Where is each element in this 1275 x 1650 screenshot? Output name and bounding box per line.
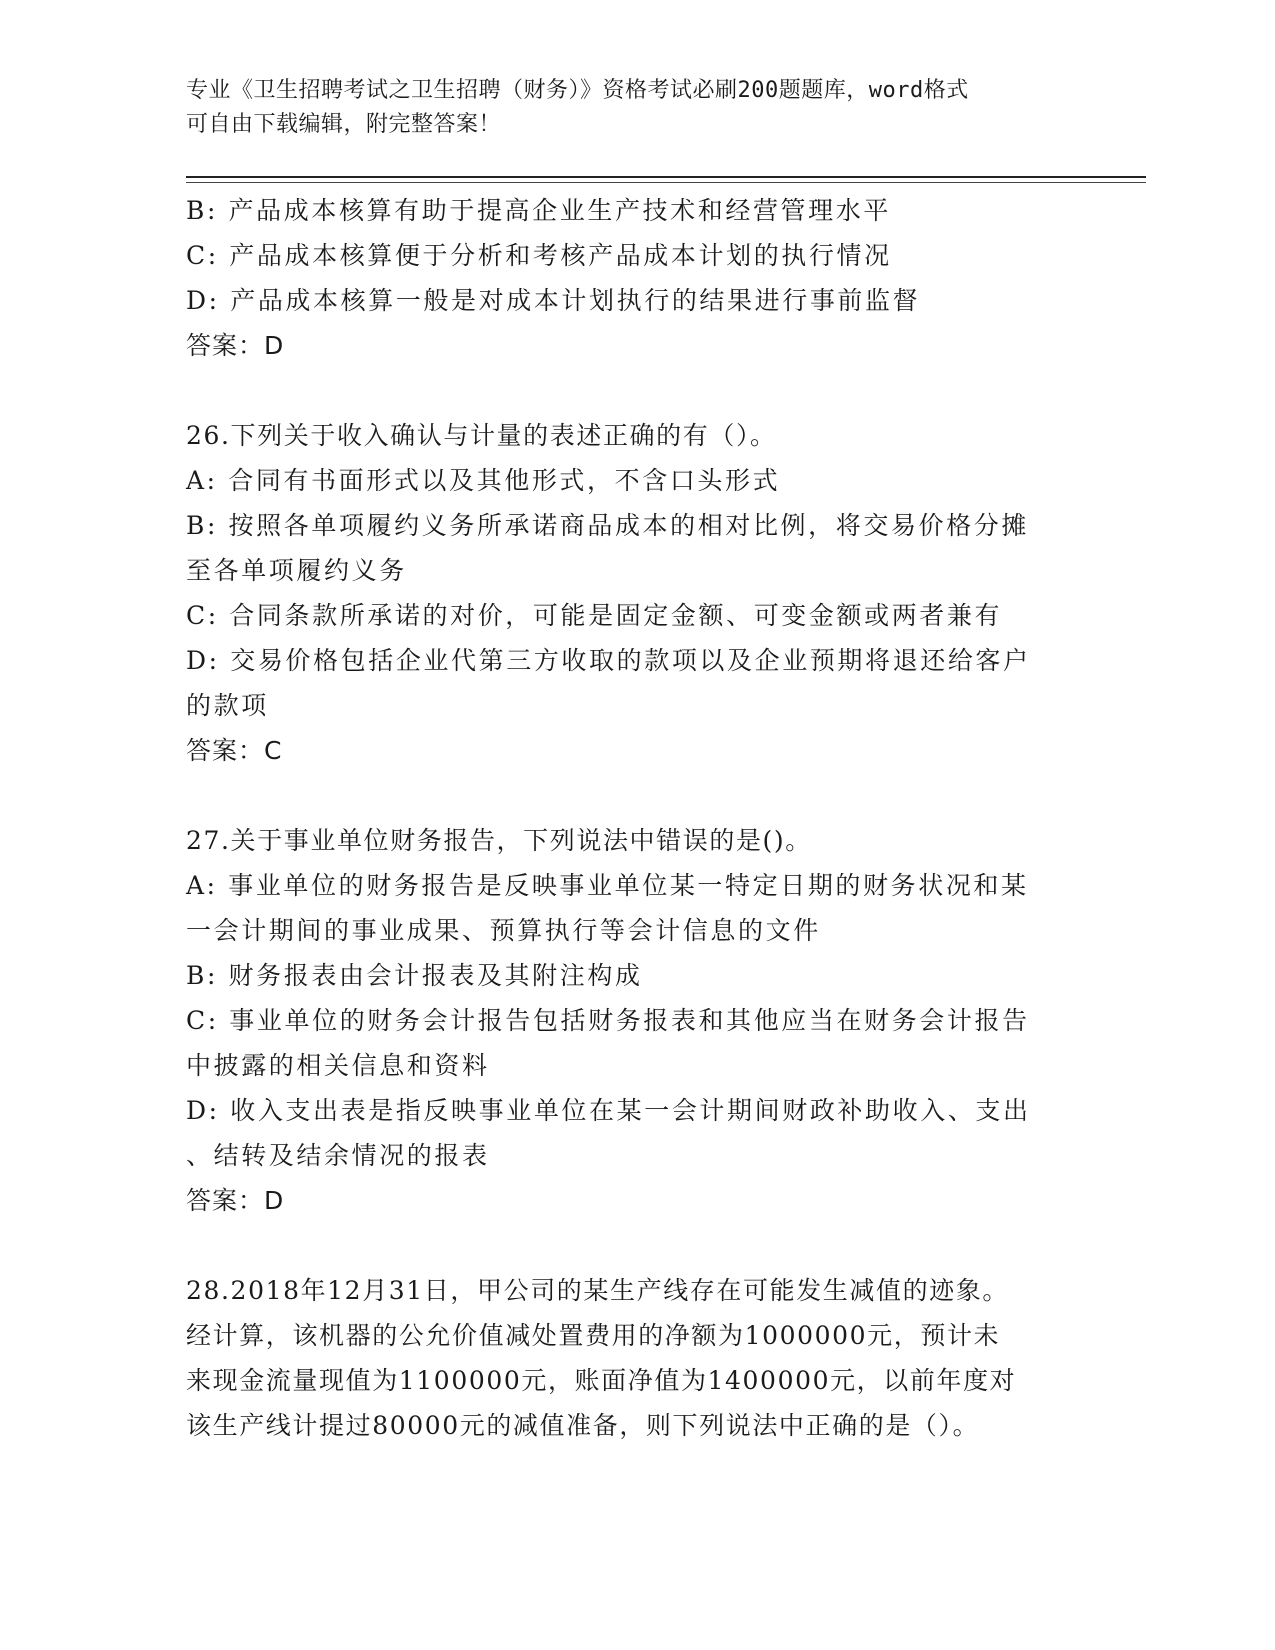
q28-question-line-4: 该生产线计提过80000元的减值准备，则下列说法中正确的是（）。 <box>186 1411 980 1440</box>
q26-option-c: C: 合同条款所承诺的对价，可能是固定金额、可变金额或两者兼有 <box>186 601 1003 630</box>
q27-option-b: B: 财务报表由会计报表及其附注构成 <box>186 961 643 990</box>
q27-option-a-line-1: A: 事业单位的财务报告是反映事业单位某一特定日期的财务状况和某 <box>186 871 1029 900</box>
q25-option-d: D: 产品成本核算一般是对成本计划执行的结果进行事前监督 <box>186 286 921 315</box>
q27-option-d-line-1: D: 收入支出表是指反映事业单位在某一会计期间财政补助收入、支出 <box>186 1096 1031 1125</box>
q27-option-d-line-2: 、结转及结余情况的报表 <box>186 1141 490 1170</box>
q27-answer: 答案：D <box>186 1186 285 1215</box>
header-line-1: 专业《卫生招聘考试之卫生招聘（财务）》资格考试必刷200题题库，word格式 <box>186 78 969 103</box>
document-body <box>186 188 1086 1448</box>
question-28-block <box>186 1268 1086 1448</box>
q26-option-d-line-1: D: 交易价格包括企业代第三方收取的款项以及企业预期将退还给客户 <box>186 646 1031 675</box>
q26-option-a: A: 合同有书面形式以及其他形式，不含口头形式 <box>186 466 781 495</box>
q26-option-b-line-1: B: 按照各单项履约义务所承诺商品成本的相对比例，将交易价格分摊 <box>186 511 1029 540</box>
question-27-block <box>186 818 1086 1223</box>
spacer <box>186 368 1086 413</box>
q27-option-c-line-1: C: 事业单位的财务会计报告包括财务报表和其他应当在财务会计报告 <box>186 1006 1030 1035</box>
q26-option-b-line-2: 至各单项履约义务 <box>186 556 407 585</box>
question-25-block <box>186 188 1086 368</box>
q27-option-c-line-2: 中披露的相关信息和资料 <box>186 1051 490 1080</box>
q25-option-b: B: 产品成本核算有助于提高企业生产技术和经营管理水平 <box>186 196 891 225</box>
q27-option-a-line-2: 一会计期间的事业成果、预算执行等会计信息的文件 <box>186 916 821 945</box>
document-header <box>186 74 1086 142</box>
q26-option-d-line-2: 的款项 <box>186 691 269 720</box>
spacer <box>186 773 1086 818</box>
spacer <box>186 1223 1086 1268</box>
q28-question-line-2: 经计算，该机器的公允价值减处置费用的净额为1000000元，预计未 <box>186 1321 1001 1350</box>
q27-question: 27.关于事业单位财务报告，下列说法中错误的是()。 <box>186 826 812 855</box>
q26-answer: 答案：C <box>186 736 283 765</box>
q25-option-c: C: 产品成本核算便于分析和考核产品成本计划的执行情况 <box>186 241 892 270</box>
q28-question-line-3: 来现金流量现值为1100000元，账面净值为1400000元，以前年度对 <box>186 1366 1017 1395</box>
header-divider-thin <box>186 182 1146 183</box>
header-line-2: 可自由下载编辑，附完整答案！ <box>186 112 502 137</box>
header-divider-thick <box>186 176 1146 178</box>
q28-question-line-1: 28.2018年12月31日，甲公司的某生产线存在可能发生减值的迹象。 <box>186 1276 1010 1305</box>
q26-question: 26.下列关于收入确认与计量的表述正确的有（）。 <box>186 421 777 450</box>
question-26-block <box>186 413 1086 773</box>
q25-answer: 答案：D <box>186 331 285 360</box>
